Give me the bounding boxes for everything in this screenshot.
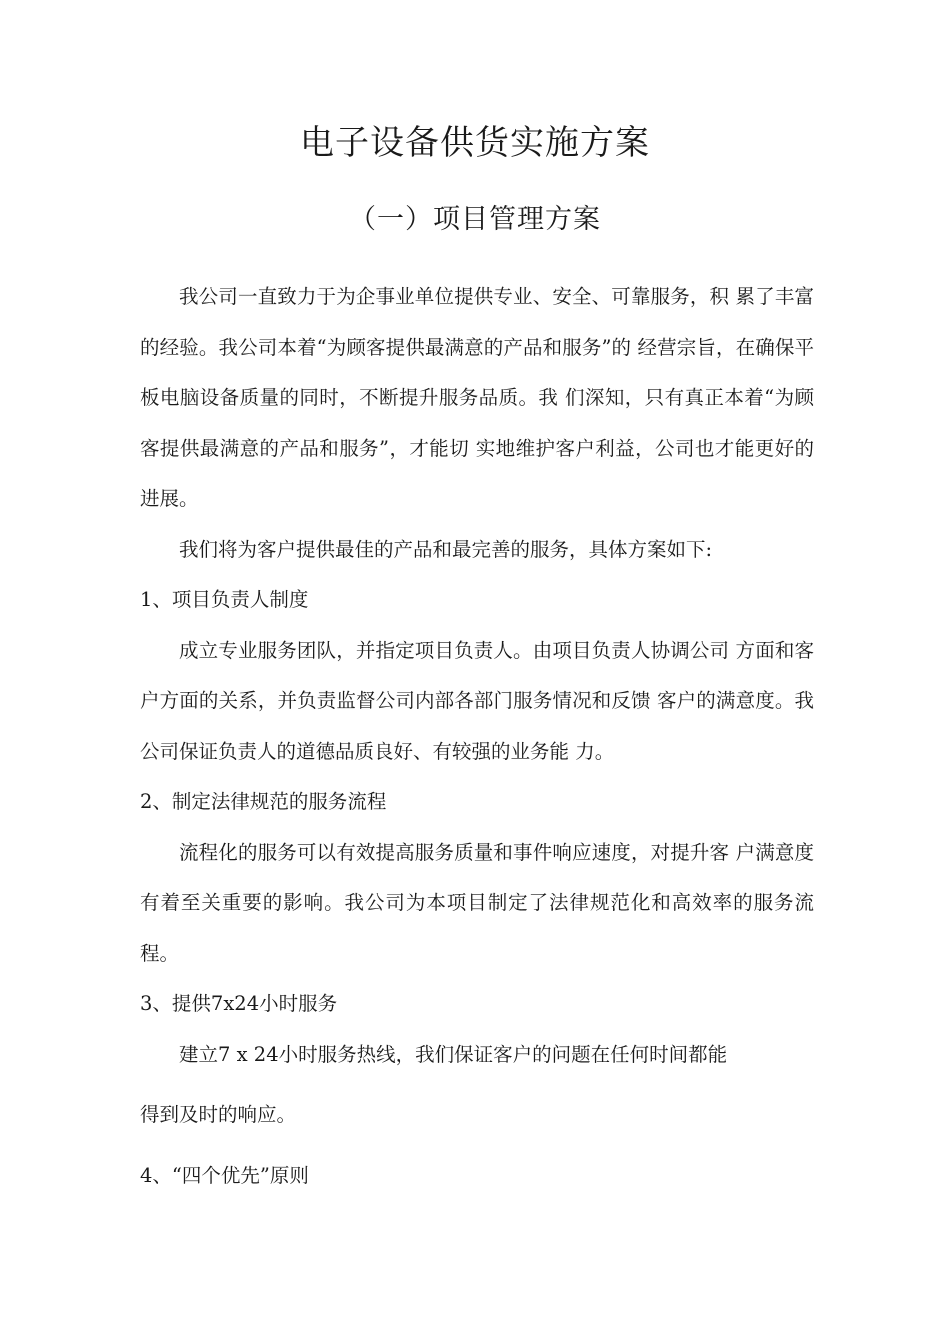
section-heading-3: 3、提供7x24小时服务 [140, 992, 338, 1015]
section-text-3-line1: 建立7 x 24小时服务热线，我们保证客户的问题在任何时间都能 [179, 1042, 728, 1066]
section-heading-2: 2、制定法律规范的服务流程 [140, 790, 387, 813]
section-heading-1: 1、项目负责人制度 [140, 588, 309, 611]
plan-intro-paragraph: 我们将为客户提供最佳的产品和最完善的服务，具体方案如下: [179, 537, 713, 561]
document-body [140, 272, 814, 1201]
intro-paragraph: 我公司一直致力于为企事业单位提供专业、安全、可靠服务，积 累了丰富的经验。我公司本着“为顾客提供最满意的产品和服务”的 经营宗旨，在确保平板电脑设备质量的同时，不断提升服务品质。我 们深知，只有真正本着“为顾客提供最满意的产品和服务”，才能切 实地维护客户利益，公司也才能更好的进展。 [140, 285, 814, 510]
section-heading-4: 4、“四个优先”原则 [140, 1163, 309, 1187]
section-text-1: 成立专业服务团队，并指定项目负责人。由项目负责人协调公司 方面和客户方面的关系，并负责监督公司内部各部门服务情况和反馈 客户的满意度。我公司保证负责人的道德品质良好、有较强的业务能 力。 [140, 638, 814, 763]
section-subtitle: （一）项目管理方案 [349, 204, 601, 235]
section-text-3-line2: 得到及时的响应。 [140, 1103, 297, 1126]
section-text-2: 流程化的服务可以有效提高服务质量和事件响应速度，对提升客 户满意度有着至关重要的影响。我公司为本项目制定了法律规范化和高效率的服务流程。 [140, 840, 814, 965]
document-title: 电子设备供货实施方案 [300, 123, 650, 163]
